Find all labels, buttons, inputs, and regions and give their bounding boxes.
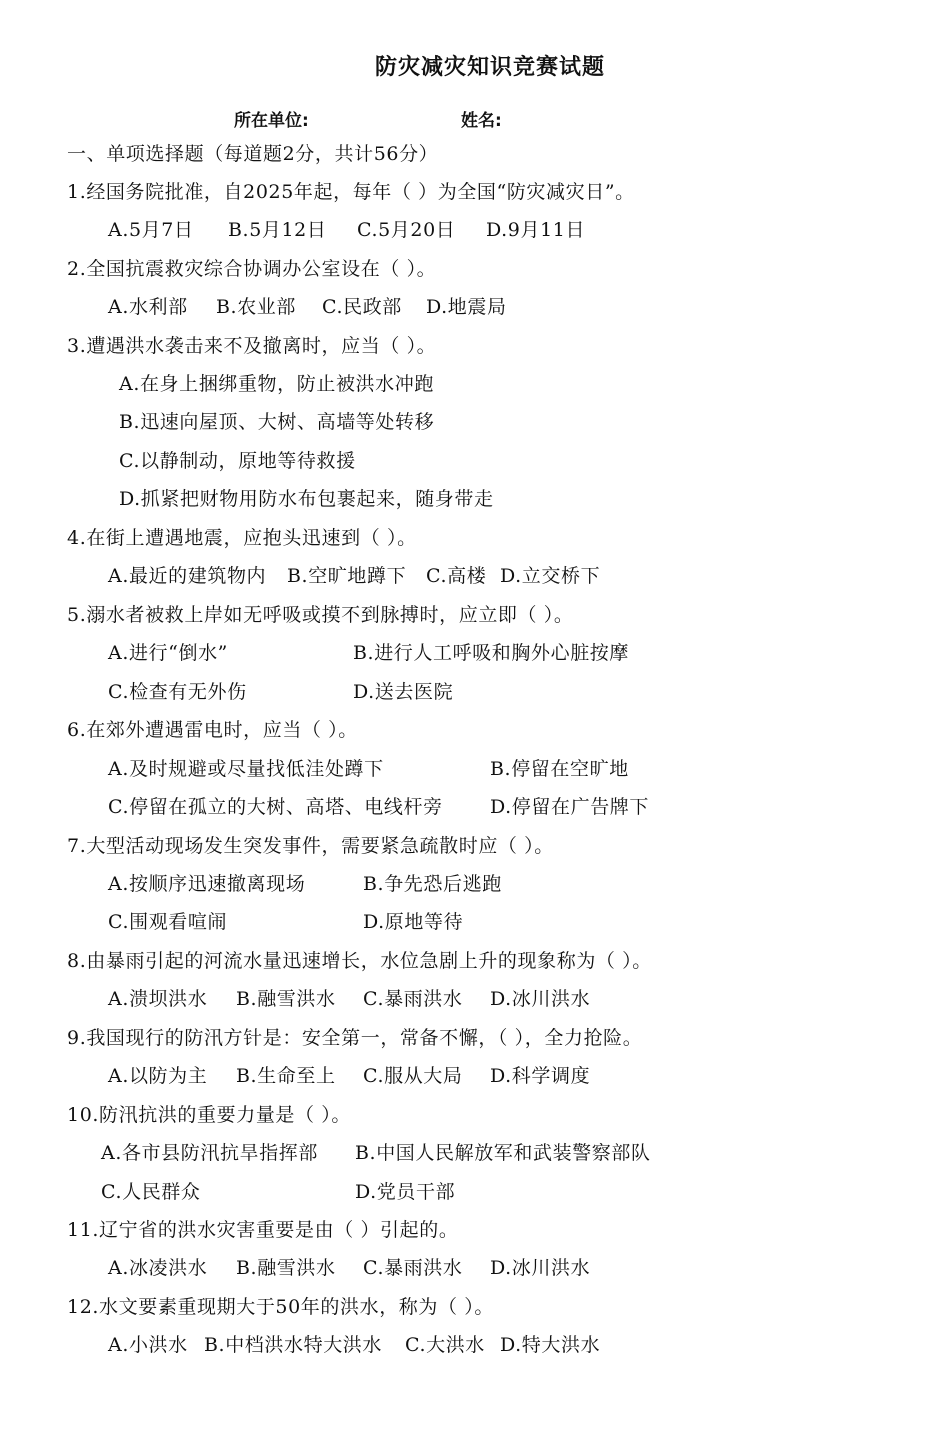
option-b: B.停留在空旷地: [490, 758, 629, 780]
question-11: 11.辽宁省的洪水灾害重要是由（ ）引起的。: [67, 1219, 459, 1241]
question-5: 5.溺水者被救上岸如无呼吸或摸不到脉搏时，应立即（ ）。: [67, 604, 574, 626]
option-d: D.原地等待: [363, 911, 464, 933]
option-a: A.最近的建筑物内: [108, 565, 267, 587]
option-a: A.水利部: [108, 296, 188, 318]
option-a: A.及时规避或尽量找低洼处蹲下: [108, 758, 384, 780]
option-b: B.空旷地蹲下: [287, 565, 407, 587]
option-b: B.融雪洪水: [236, 988, 336, 1010]
page-title: 防灾减灾知识竞赛试题: [374, 55, 605, 80]
option-b: B.5月12日: [228, 219, 327, 241]
question-9: 9.我国现行的防汛方针是：安全第一，常备不懈，（ ），全力抢险。: [67, 1027, 643, 1049]
option-c: C.5月20日: [357, 219, 456, 241]
option-c: C.暴雨洪水: [363, 988, 463, 1010]
section-heading: 一、单项选择题（每道题2分，共计56分）: [67, 143, 439, 165]
question-12: 12.水文要素重现期大于50年的洪水，称为（ ）。: [67, 1296, 494, 1318]
option-b: B.融雪洪水: [236, 1257, 336, 1279]
option-d: D.冰川洪水: [490, 988, 591, 1010]
option-c: C.民政部: [322, 296, 402, 318]
option-c: C.检查有无外伤: [108, 681, 247, 703]
option-a: A.以防为主: [108, 1065, 208, 1087]
option-a: A.小洪水: [108, 1334, 188, 1356]
option-d: D.送去医院: [353, 681, 454, 703]
option-d: D.冰川洪水: [490, 1257, 591, 1279]
question-2: 2.全国抗震救灾综合协调办公室设在（ ）。: [67, 258, 437, 280]
option-d: D.地震局: [426, 296, 507, 318]
option-b: B.农业部: [216, 296, 297, 318]
option-c: C.服从大局: [363, 1065, 463, 1087]
option-b: B.生命至上: [236, 1065, 336, 1087]
question-6: 6.在郊外遭遇雷电时，应当（ ）。: [67, 719, 358, 741]
question-4: 4.在街上遭遇地震，应抱头迅速到（ ）。: [67, 527, 417, 549]
unit-label: 所在单位:: [234, 111, 309, 131]
option-c: C.围观看喧闹: [108, 911, 228, 933]
option-c: C.以静制动，原地等待救援: [119, 450, 356, 472]
option-b: B.进行人工呼吸和胸外心脏按摩: [353, 642, 630, 664]
option-b: B.中国人民解放军和武装警察部队: [355, 1142, 651, 1164]
option-a: A.溃坝洪水: [108, 988, 208, 1010]
name-label: 姓名:: [461, 111, 502, 131]
option-d: D.特大洪水: [500, 1334, 601, 1356]
option-d: D.9月11日: [486, 219, 586, 241]
question-3: 3.遭遇洪水袭击来不及撤离时，应当（ ）。: [67, 335, 437, 357]
option-c: C.人民群众: [101, 1181, 201, 1203]
option-c: C.高楼: [426, 565, 487, 587]
option-a: A.进行“倒水”: [108, 642, 228, 664]
option-a: A.冰凌洪水: [108, 1257, 208, 1279]
option-a: A.按顺序迅速撤离现场: [108, 873, 306, 895]
question-1: 1.经国务院批准，自2025年起，每年（ ）为全国“防灾减灾日”。: [67, 181, 635, 203]
option-d: D.停留在广告牌下: [490, 796, 649, 818]
option-d: D.立交桥下: [500, 565, 601, 587]
question-7: 7.大型活动现场发生突发事件，需要紧急疏散时应（ ）。: [67, 835, 554, 857]
option-b: B.迅速向屋顶、大树、高墙等处转移: [119, 411, 435, 433]
option-d: D.科学调度: [490, 1065, 591, 1087]
option-d: D.抓紧把财物用防水布包裹起来，随身带走: [119, 488, 494, 510]
option-d: D.党员干部: [355, 1181, 456, 1203]
question-8: 8.由暴雨引起的河流水量迅速增长，水位急剧上升的现象称为（ ）。: [67, 950, 652, 972]
question-10: 10.防汛抗洪的重要力量是（ ）。: [67, 1104, 351, 1126]
option-a: A.各市县防汛抗旱指挥部: [101, 1142, 318, 1164]
option-b: B.争先恐后逃跑: [363, 873, 502, 895]
option-a: A.5月7日: [108, 219, 194, 241]
option-b: B.中档洪水特大洪水: [204, 1334, 383, 1356]
option-c: C.暴雨洪水: [363, 1257, 463, 1279]
option-a: A.在身上捆绑重物，防止被洪水冲跑: [119, 373, 434, 395]
option-c: C.大洪水: [405, 1334, 485, 1356]
option-c: C.停留在孤立的大树、高塔、电线杆旁: [108, 796, 443, 818]
